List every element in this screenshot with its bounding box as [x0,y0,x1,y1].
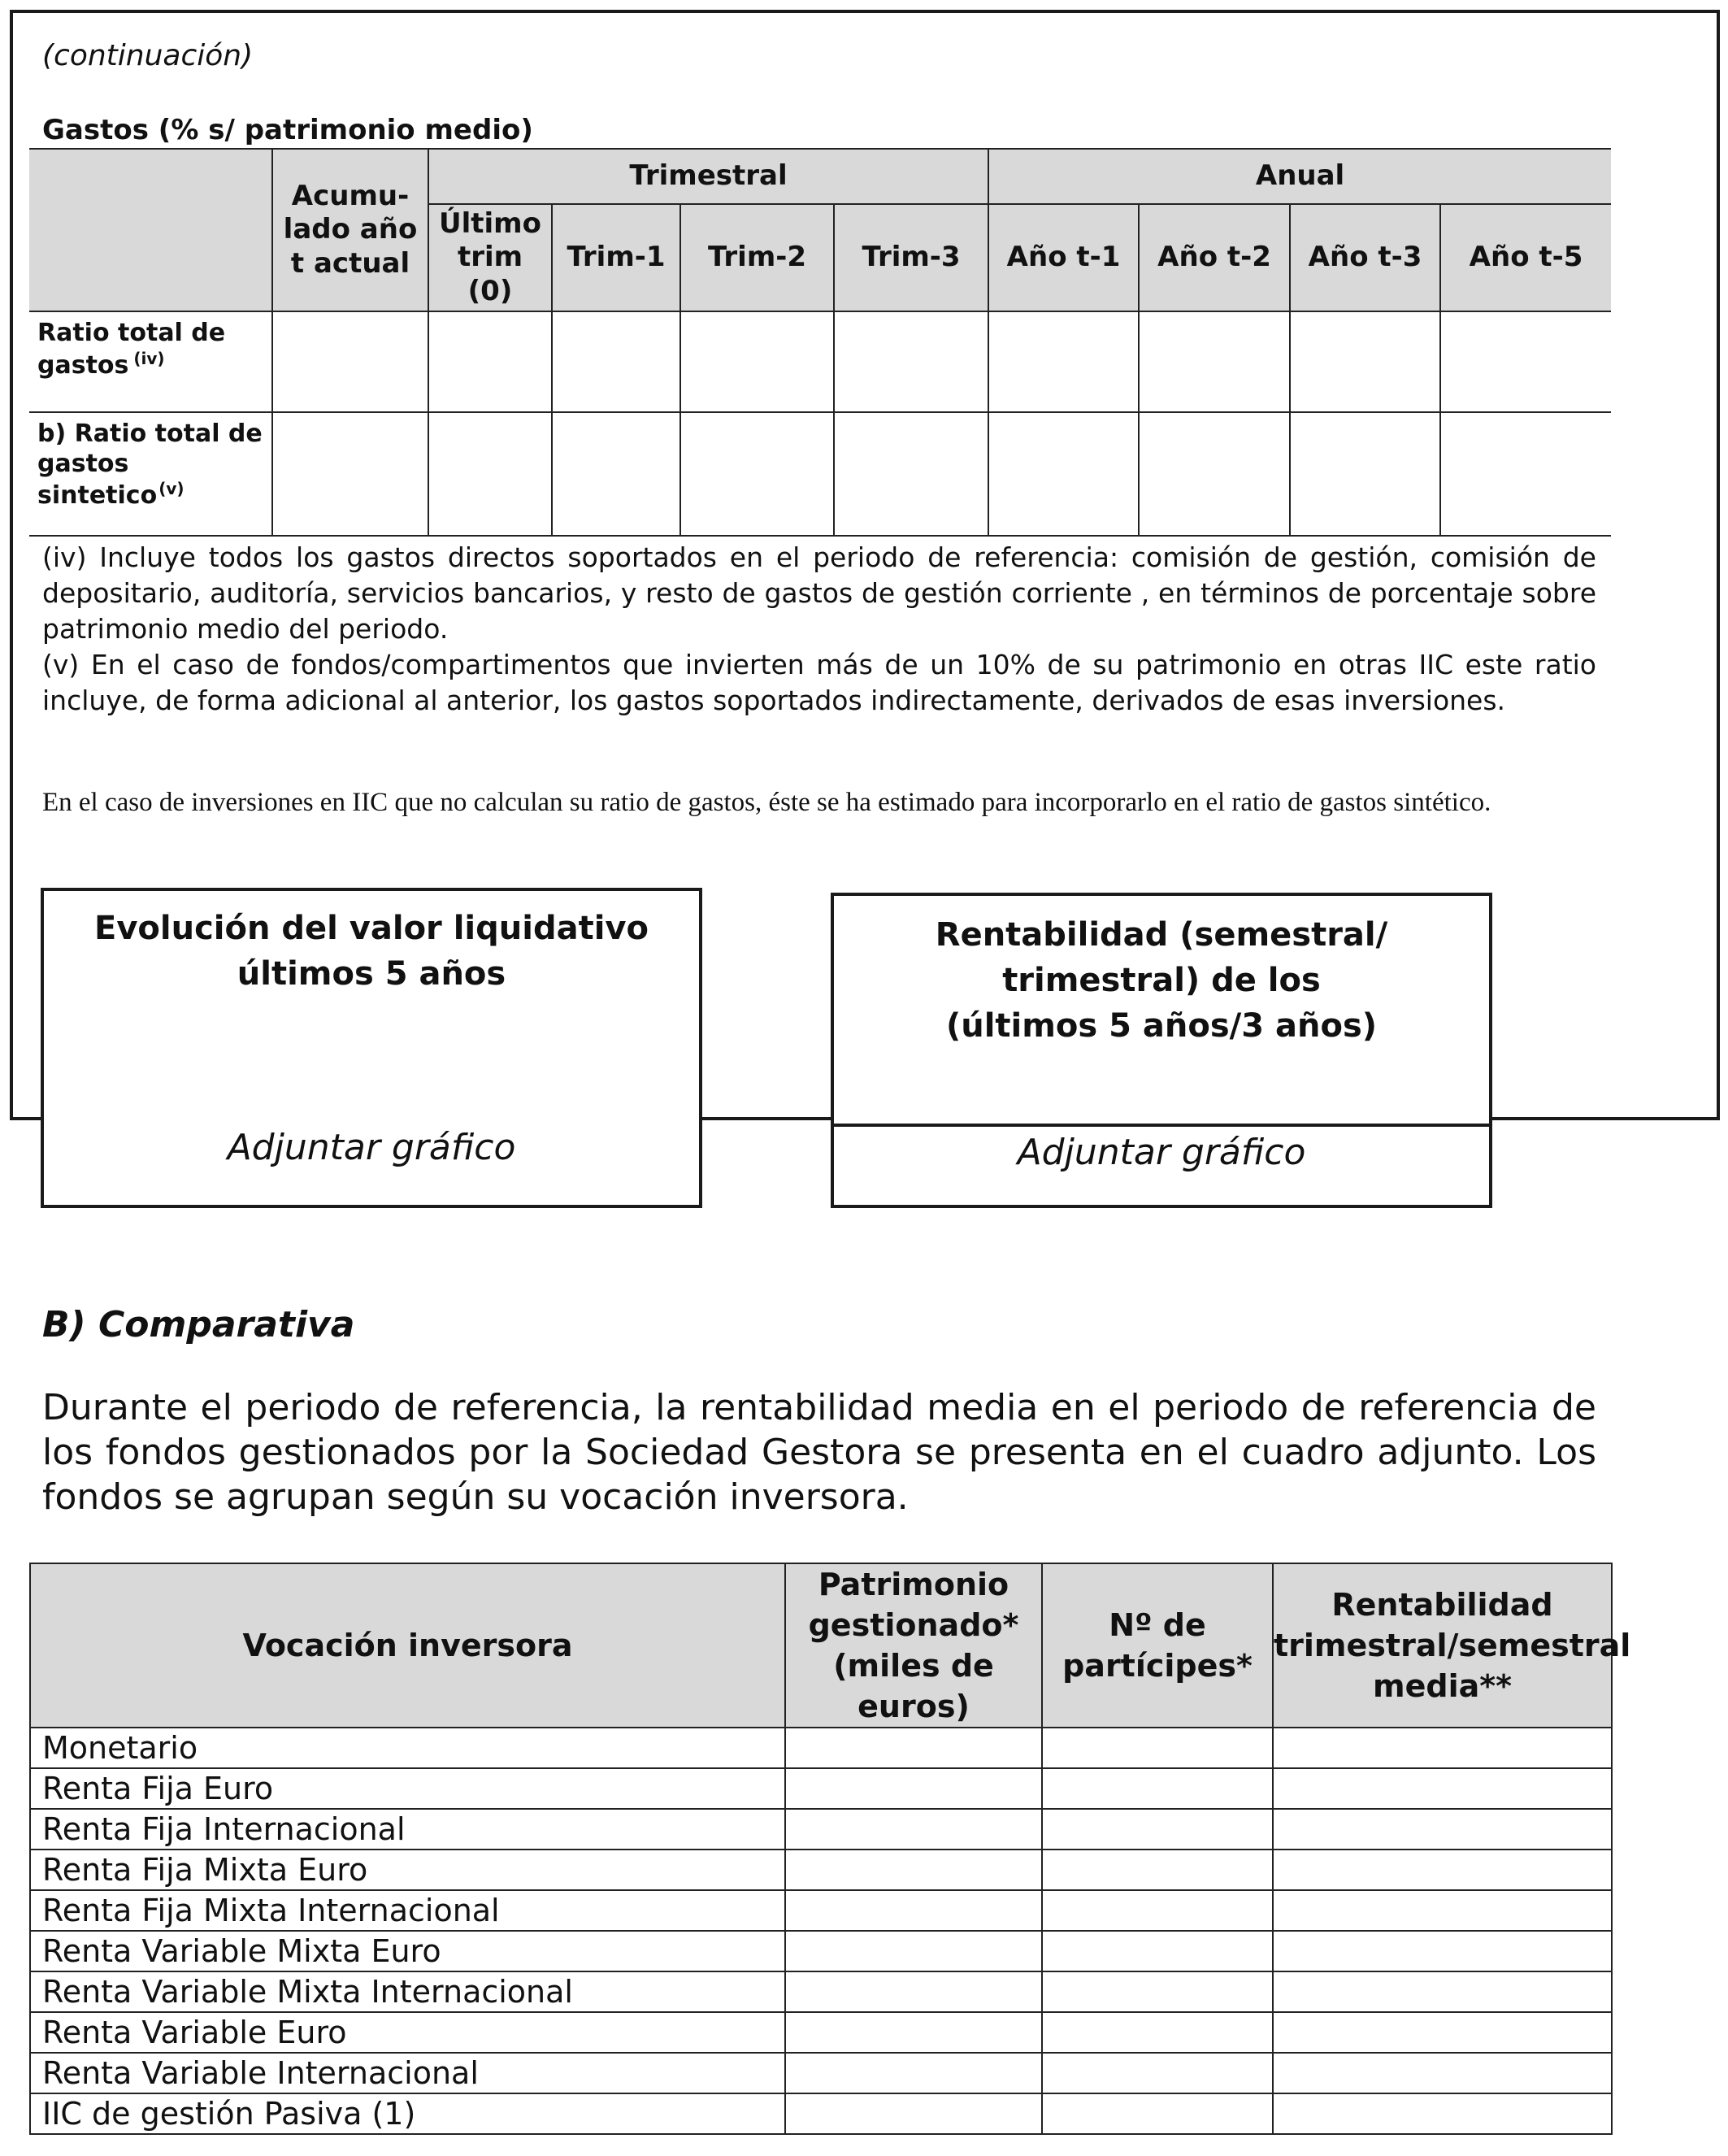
box-divider [834,1124,1489,1127]
vocacion-cell: Renta Variable Mixta Internacional [30,1971,785,2012]
table-cell[interactable] [552,311,680,412]
chart-box-title: Evolución del valor liquidativo últimos 5 años [94,910,649,993]
header-trim-3: Trim-3 [834,204,988,311]
table-cell[interactable] [785,1931,1042,1971]
vocacion-cell: Renta Fija Euro [30,1768,785,1809]
header-ano-t-2: Año t-2 [1139,204,1290,311]
footnotes [42,540,1596,719]
table-cell[interactable] [1042,1809,1273,1850]
continuation-label: (continuación) [42,39,254,72]
header-vocacion: Vocación inversora [30,1563,785,1728]
table-row [30,1850,1612,1890]
vocacion-cell: Renta Variable Mixta Euro [30,1931,785,1971]
table-cell[interactable] [785,2093,1042,2134]
footnote-v: (v) En el caso de fondos/compartimentos que invierten más de un 10% de su patrimonio en otras IIC este ratio incluye, de forma adicional al anterior, los gastos soportados indirectamente, derivados de esas inversiones. [42,649,1596,716]
header-empty-cell [29,149,272,311]
vocacion-cell: Renta Variable Internacional [30,2053,785,2093]
table-cell[interactable] [428,412,552,536]
table-cell[interactable] [428,311,552,412]
table-cell[interactable] [1273,1971,1612,2012]
header-ano-t-5: Año t-5 [1440,204,1611,311]
gastos-table-title: Gastos (% s/ patrimonio medio) [42,114,533,146]
table-cell[interactable] [785,1971,1042,2012]
header-ano-t-1: Año t-1 [988,204,1139,311]
table-row [30,1809,1612,1850]
row-label-ratio-sintetico: b) Ratio total de gastos sintetico $^{(v)}$ [29,412,272,536]
header-anual: Anual [988,149,1611,204]
table-cell[interactable] [1273,1728,1612,1768]
section-heading: B) Comparativa [42,1304,355,1345]
row-label-ratio-total: Ratio total de gastos $^{(iv)}$ [29,311,272,412]
table-cell[interactable] [1042,2053,1273,2093]
table-cell[interactable] [680,412,834,536]
vocacion-cell: Renta Fija Mixta Euro [30,1850,785,1890]
table-cell[interactable] [988,311,1139,412]
header-trim-1: Trim-1 [552,204,680,311]
table-cell[interactable] [1042,1768,1273,1809]
table-cell[interactable] [1139,311,1290,412]
table-cell[interactable] [1139,412,1290,536]
table-cell[interactable] [272,412,428,536]
table-cell[interactable] [1042,1971,1273,2012]
header-acumulado: Acumu- lado año t actual [272,149,428,311]
table-cell[interactable] [1290,311,1440,412]
table-cell[interactable] [1273,2012,1612,2053]
footnote-iv: (iv) Incluye todos los gastos directos soportados en el periodo de referencia: comisión de gestión, comisión de depositario, auditoría, servicios bancarios, y resto de gastos de gestión corriente , en términos de porcentaje sobre patrimonio medio del periodo. [42,541,1596,645]
comparativa-table [29,1563,1631,2135]
header-patrimonio: Patrimonio gestionado* (miles de euros) [785,1563,1042,1728]
header-trim-2: Trim-2 [680,204,834,311]
table-row [30,2093,1612,2134]
table-cell[interactable] [785,1768,1042,1809]
table-cell[interactable] [1273,1931,1612,1971]
header-ano-t-3: Año t-3 [1290,204,1440,311]
table-cell[interactable] [1042,1890,1273,1931]
vocacion-cell: Renta Fija Internacional [30,1809,785,1850]
attach-chart-label: Adjuntar gráfico [1017,1132,1306,1173]
vocacion-cell: Monetario [30,1728,785,1768]
table-cell[interactable] [272,311,428,412]
chart-box-title: Rentabilidad (semestral/ trimestral) de los (últimos 5 años/3 años) [935,916,1388,1045]
table-cell[interactable] [1440,412,1611,536]
footnote-marker-iv: (iv) [133,348,165,368]
chart-placeholder-rentabilidad [831,893,1492,1208]
vocacion-cell: Renta Fija Mixta Internacional [30,1890,785,1931]
table-cell[interactable] [1290,412,1440,536]
table-cell[interactable] [785,1728,1042,1768]
table-cell[interactable] [834,412,988,536]
vocacion-cell: Renta Variable Euro [30,2012,785,2053]
table-cell[interactable] [1440,311,1611,412]
chart-placeholder-valor-liquidativo [41,888,702,1208]
table-cell[interactable] [680,311,834,412]
header-ultimo-trim: Último trim (0) [428,204,552,311]
table-cell[interactable] [1042,1850,1273,1890]
table-cell[interactable] [1273,2093,1612,2134]
table-row [30,1931,1612,1971]
table-row [30,1971,1612,2012]
table-cell[interactable] [1042,1931,1273,1971]
table-cell[interactable] [1273,1890,1612,1931]
table-row [30,1728,1612,1768]
table-cell[interactable] [834,311,988,412]
table-row [30,1890,1612,1931]
table-cell[interactable] [552,412,680,536]
table-cell[interactable] [1042,1728,1273,1768]
footnote-marker-v: (v) [158,479,185,499]
section-intro-paragraph: Durante el periodo de referencia, la rentabilidad media en el periodo de referencia de los fondos gestionados por la Sociedad Gestora se presenta en el cuadro adjunto. Los fondos se agrupan según su vocación inversora. [42,1387,1596,1518]
attach-chart-label: Adjuntar gráfico [227,1127,516,1168]
vocacion-cell: IIC de gestión Pasiva (1) [30,2093,785,2134]
table-cell[interactable] [1042,2012,1273,2053]
table-cell[interactable] [988,412,1139,536]
table-cell[interactable] [1273,1850,1612,1890]
serif-footnote: En el caso de inversiones en IIC que no calculan su ratio de gastos, éste se ha estimado para incorporarlo en el ratio de gastos sintético. [42,788,1491,817]
table-cell[interactable] [785,1890,1042,1931]
table-cell[interactable] [785,2012,1042,2053]
table-cell[interactable] [1273,2053,1612,2093]
gastos-table [29,148,1611,537]
header-trimestral: Trimestral [428,149,988,204]
table-row [30,2012,1612,2053]
table-row [30,2053,1612,2093]
table-cell[interactable] [785,2053,1042,2093]
table-cell[interactable] [785,1850,1042,1890]
header-rentabilidad: Rentabilidad trimestral/semestral media** [1273,1563,1612,1728]
table-cell[interactable] [1273,1768,1612,1809]
table-row [30,1768,1612,1809]
table-cell[interactable] [1042,2093,1273,2134]
table-cell[interactable] [785,1809,1042,1850]
table-cell[interactable] [1273,1809,1612,1850]
header-participes: Nº de partícipes* [1042,1563,1273,1728]
